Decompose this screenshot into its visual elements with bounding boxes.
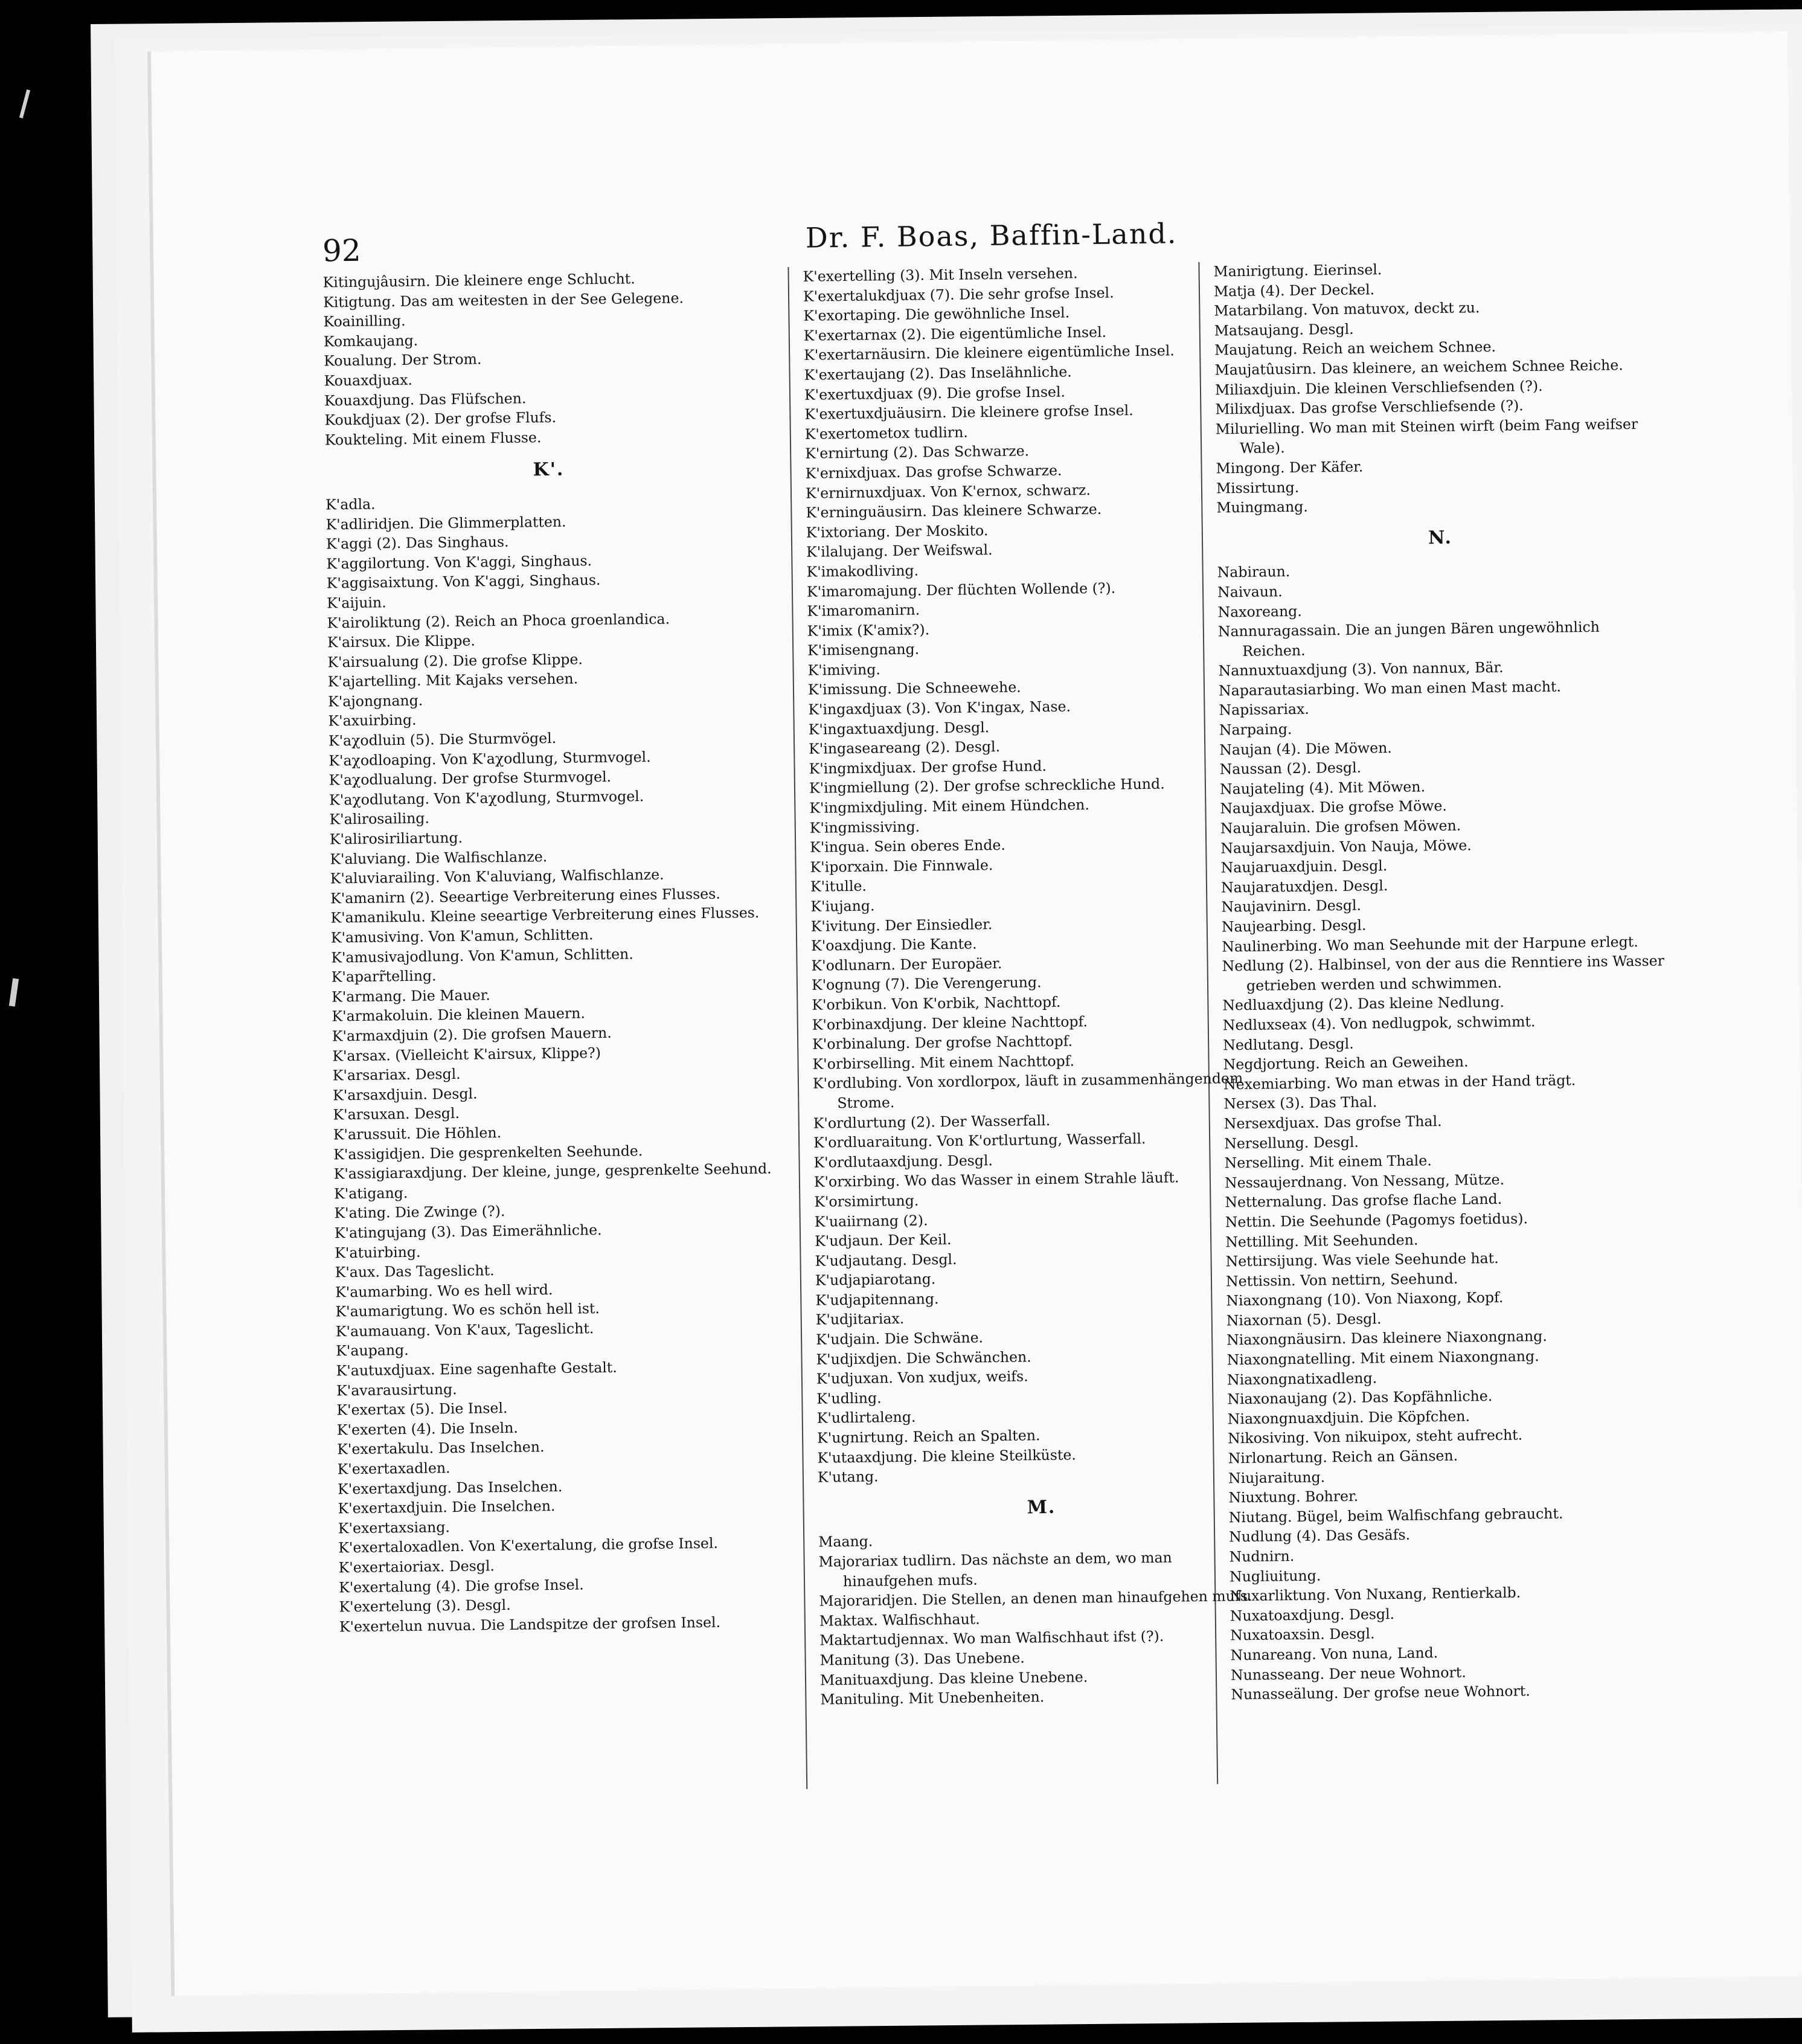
glossary-entry: K'exertax (5). Die Insel. [336,1400,508,1419]
glossary-entry: K'udling. [816,1389,882,1407]
glossary-entry: K'udjapitennang. [815,1290,939,1309]
glossary-entry: Nettissin. Von nettirn, Seehund. [1225,1270,1458,1290]
glossary-entry: K'amanirn (2). Seeartige Verbreiterung eines Flusses. [330,885,720,907]
glossary-entry: Manitung (3). Das Unebene. [819,1649,1025,1669]
glossary-entry: Matsaujang. Desgl. [1214,320,1354,339]
glossary-entry: Nedluaxdjung (2). Das kleine Nedlung. [1222,994,1505,1014]
glossary-entry: K'exertaxadlen. [337,1459,450,1478]
glossary-entry: K'exertalukdjuax (7). Die sehr grofse Insel. [803,284,1114,305]
glossary-entry: K'assigidjen. Die gesprenkelten Seehunde. [333,1142,643,1163]
glossary-entry: Naujateling (4). Mit Möwen. [1219,778,1426,798]
glossary-entry: K'udjitariax. [815,1310,905,1329]
glossary-entry: K'udjapiarotang. [815,1270,936,1289]
glossary-entry: K'exertaxdjuin. Die Inselchen. [338,1497,556,1517]
glossary-entry: K'ernixdjuax. Das grofse Schwarze. [805,461,1062,482]
glossary-entry: K'airsux. Die Klippe. [327,632,476,651]
glossary-entry: Niaxongnang (10). Von Niaxong, Kopf. [1226,1289,1504,1310]
glossary-entry: K'aχodloaping. Von K'aχodlung, Sturmvogel. [329,748,651,770]
glossary-entry: K'orbinaxdjung. Der kleine Nachttopf. [812,1012,1088,1033]
glossary-entry: K'udjain. Die Schwäne. [815,1329,984,1348]
glossary-entry: K'imakodliving. [806,562,919,580]
glossary-entry: Nunareang. Von nuna, Land. [1230,1644,1438,1664]
glossary-entry: K'aggisaixtung. Von K'aggi, Singhaus. [326,571,601,592]
glossary-entry: K'autuxdjuax. Eine sagenhafte Gestalt. [336,1358,617,1380]
glossary-entry: Nunasseang. Der neue Wohnort. [1230,1663,1466,1683]
glossary-entry: Maktax. Walfischhaut. [819,1610,980,1630]
glossary-entry: Koainilling. [323,312,406,330]
glossary-entry: Netternalung. Das grofse flache Land. [1225,1191,1502,1211]
glossary-entry: K'orsimirtung. [814,1192,919,1210]
glossary-entry: Niaxongnatelling. Mit einem Niaxongnang. [1226,1348,1539,1369]
glossary-entry: Niaxongnäusirn. Das kleinere Niaxongnang. [1226,1328,1547,1349]
glossary-entry: Nudnirn. [1229,1547,1295,1566]
glossary-entry: K'exortaping. Die gewöhnliche Insel. [803,304,1070,325]
running-head: Dr. F. Boas, Baffin-Land. [805,217,1178,254]
glossary-entry: K'ordluaraitung. Von K'ortlurtung, Wasserfall. [813,1130,1146,1151]
glossary-entry: K'imiving. [807,661,881,679]
glossary-entry: Maujatûusirn. Das kleinere, an weichem Schnee Reiche. [1214,356,1623,379]
glossary-entry: Niaxonaujang (2). Das Kopfähnliche. [1227,1387,1493,1408]
glossary-entry: Nunasseälung. Der grofse neue Wohnort. [1231,1682,1530,1703]
glossary-entry: K'atigang. [333,1184,408,1203]
glossary-entry: K'aluviang. Die Walfischlanze. [330,847,548,868]
glossary-entry: K'exertelun nuvua. Die Landspitze der grofsen Insel. [339,1613,721,1636]
glossary-entry: Kitigtung. Das am weitesten in der See Gelegene. [322,289,684,311]
glossary-entry: K'armang. Die Mauer. [331,986,490,1006]
glossary-entry: Nettirsijung. Was viele Seehunde hat. [1225,1249,1499,1270]
glossary-entry: Maujatung. Reich an weichem Schnee. [1214,338,1496,359]
glossary-entry: K'exertarnax (2). Die eigentümliche Insel. [803,323,1107,344]
glossary-entry: K'amusivajodlung. Von K'amun, Schlitten. [331,945,633,966]
glossary-entry: Manirigtung. Eierinsel. [1213,261,1382,280]
glossary-entry: Naparautasiarbing. Wo man einen Mast macht. [1218,678,1562,699]
glossary-entry: Nedluxseax (4). Von nedlugpok, schwimmt. [1222,1013,1536,1034]
glossary-entry: K'udjautang. Desgl. [815,1250,957,1270]
glossary-entry: Manituaxdjung. Das kleine Unebene. [819,1668,1088,1689]
glossary-entry: K'aumarigtung. Wo es schön hell ist. [335,1300,600,1320]
glossary-entry: K'orbirselling. Mit einem Nachttopf. [812,1052,1075,1073]
glossary-entry: Napissariax. [1219,701,1309,719]
glossary-entry: Nuxatoaxsin. Desgl. [1230,1625,1375,1644]
glossary-entry: K'ingmiellung (2). Der grofse schreckliche Hund. [809,776,1165,797]
glossary-entry: K'imaromajung. Der flüchten Wollende (?). [806,579,1116,600]
glossary-entry: Niaxongnuaxdjuin. Die Köpfchen. [1227,1407,1470,1428]
glossary-entry: K'exertuxdjuax (9). Die grofse Insel. [804,383,1066,403]
glossary-entry: K'utaaxdjung. Die kleine Steilküste. [817,1446,1076,1467]
glossary-entry: Nedlutang. Desgl. [1223,1035,1354,1053]
glossary-entry: Matarbilang. Von matuvox, deckt zu. [1214,299,1480,320]
glossary-entry: K'ingua. Sein oberes Ende. [810,837,1006,856]
document-page [151,31,1802,1996]
glossary-entry: K'ingmissiving. [809,818,920,837]
glossary-entry: K'ordlutaaxdjung. Desgl. [813,1151,993,1171]
glossary-entry: K'aumauang. Von K'aux, Tageslicht. [335,1320,594,1340]
glossary-entry: Majoraridjen. Die Stellen, an denen man hinaufgehen mufs. [819,1587,1252,1610]
glossary-entry: K'ilalujang. Der Weifswal. [806,541,993,561]
glossary-entry: Miliaxdjuin. Die kleinen Verschliefsenden (?). [1214,377,1543,399]
glossary-entry: K'aparr̃telling. [331,967,437,986]
glossary-entry: K'ognung (7). Die Verengerung. [811,974,1042,994]
glossary-entry: K'iujang. [810,897,875,915]
glossary-entry: Negdjortung. Reich an Geweihen. [1223,1053,1469,1073]
glossary-entry: K'exertalung (4). Die grofse Insel. [338,1576,584,1596]
glossary-entry: Naulinerbing. Wo man Seehunde mit der Harpune erlegt. [1222,933,1638,956]
glossary-entry: K'aumarbing. Wo es hell wird. [335,1281,553,1301]
column-3 [1213,256,1678,1705]
glossary-entry: Missirtung. [1216,478,1300,497]
section-heading: K'. [533,459,565,481]
glossary-entry: K'aijuin. [327,594,386,612]
glossary-entry: Nettilling. Mit Seehunden. [1225,1231,1419,1250]
glossary-entry: Niaxornan (5). Desgl. [1226,1310,1382,1329]
glossary-entry: K'alirosiriliartung. [329,829,463,848]
glossary-entry: K'ajartelling. Mit Kajaks versehen. [327,670,579,690]
glossary-entry: K'exertelling (3). Mit Inseln versehen. [803,265,1078,285]
glossary-entry: K'atingujang (3). Das Eimerähnliche. [334,1221,602,1242]
glossary-entry: K'adliridjen. Die Glimmerplatten. [325,513,566,533]
glossary-entry: K'airsualung (2). Die grofse Klippe. [327,651,583,671]
glossary-entry: K'arsuxan. Desgl. [333,1105,460,1123]
glossary-entry: K'imissung. Die Schneewehe. [807,678,1021,699]
glossary-entry: Nannuxtuaxdjung (3). Von nannux, Bär. [1218,658,1504,680]
glossary-entry: K'ernirtung (2). Das Schwarze. [805,442,1030,463]
glossary-entry: Naujaxdjuax. Die grofse Möwe. [1220,797,1448,817]
glossary-entry: Naujaraluin. Die grofsen Möwen. [1220,817,1461,837]
glossary-entry: Niujaraitung. [1228,1468,1326,1487]
glossary-entry: Muingmang. [1216,498,1308,516]
glossary-entry: Naujavinirn. Desgl. [1221,897,1362,916]
glossary-entry: Kouaxdjuax. [324,371,413,390]
glossary-entry: K'erninguäusirn. Das kleinere Schwarze. [806,500,1102,521]
glossary-entry: K'imisengnang. [807,640,920,660]
glossary-entry: K'exertaujang (2). Das Inselähnliche. [804,363,1072,384]
glossary-entry: K'exertuxdjuäusirn. Die kleinere grofse Insel. [804,402,1133,423]
glossary-entry: K'imix (K'amix?). [807,621,930,640]
glossary-entry: Nuxatoaxdjung. Desgl. [1230,1605,1395,1625]
glossary-entry: K'exertelung (3). Desgl. [339,1596,511,1616]
glossary-entry: K'arussuit. Die Höhlen. [333,1123,502,1143]
glossary-entry: Koualung. Der Strom. [324,350,482,370]
glossary-entry: Koukteling. Mit einem Flusse. [324,428,542,449]
glossary-entry: K'uaiirnang (2). [814,1211,928,1230]
glossary-entry: K'exertakulu. Das Inselchen. [337,1438,545,1458]
glossary-entry: Naujearbing. Desgl. [1221,916,1367,936]
glossary-entry: K'orbinalung. Der grofse Nachttopf. [812,1032,1073,1053]
glossary-entry: Nexemiarbing. Wo man etwas in der Hand trägt. [1223,1072,1576,1093]
glossary-entry: Maktartudjennax. Wo man Walfischhaut ifst (?). [819,1628,1164,1650]
glossary-entry: K'ating. Die Zwinge (?). [334,1203,505,1222]
glossary-entry: K'aux. Das Tageslicht. [335,1262,495,1281]
glossary-entry: K'utang. [817,1468,879,1486]
glossary-entry: Naussan (2). Desgl. [1219,759,1362,778]
glossary-entry: K'ingaxdjuax (3). Von K'ingax, Nase. [808,698,1071,718]
glossary-entry: K'ingmixdjuling. Mit einem Hündchen. [809,796,1090,817]
glossary-entry: K'udjaun. Der Keil. [814,1231,952,1250]
glossary-entry: Majorariax tudlirn. Das nächste an dem, wo man hinaufgehen mufs. [818,1549,1172,1590]
glossary-entry: K'exertaloxadlen. Von K'exertalung, die grofse Insel. [338,1535,719,1557]
glossary-entry: K'ordlurtung (2). Der Wasserfall. [813,1111,1051,1132]
glossary-entry: K'exertaxdjung. Das Inselchen. [337,1477,563,1498]
glossary-entry: K'exertaxsiang. [338,1518,450,1537]
glossary-entry: Niutang. Bügel, beim Walfischfang gebraucht. [1228,1505,1563,1526]
section-heading: N. [1428,527,1453,548]
glossary-entry: K'adla. [325,495,376,513]
glossary-entry: K'aluviarailing. Von K'aluviang, Walfischlanze. [330,866,664,887]
glossary-entry: Nudlung (4). Das Gesäfs. [1229,1526,1411,1546]
glossary-entry: Milixdjuax. Das grofse Verschliefsende (?). [1215,397,1524,418]
glossary-entry: K'aχodlutang. Von K'aχodlung, Sturmvogel. [329,787,644,809]
glossary-entry: K'exertometox tudlirn. [804,423,968,443]
margin-mark [9,979,19,1007]
glossary-entry: K'itulle. [810,878,867,896]
glossary-entry: K'amanikulu. Kleine seeartige Verbreiterung eines Flusses. [330,904,760,927]
glossary-entry: Nersexdjuax. Das grofse Thal. [1223,1112,1442,1133]
glossary-entry: Manituling. Mit Unebenheiten. [820,1688,1045,1708]
glossary-entry: K'aupang. [336,1342,409,1360]
glossary-entry: Koukdjuax (2). Der grofse Flufs. [324,409,557,429]
glossary-entry: Naxoreang. [1217,602,1302,620]
glossary-entry: K'odlunarn. Der Europäer. [811,954,1002,974]
glossary-entry: K'aggilortung. Von K'aggi, Singhaus. [326,551,592,573]
glossary-entry: K'ixtoriang. Der Moskito. [806,521,989,541]
glossary-entry: K'aggi (2). Das Singhaus. [325,533,509,553]
glossary-entry: K'oaxdjung. Die Kante. [811,935,977,954]
glossary-entry: K'airoliktung (2). Reich an Phoca groenlandica. [327,610,670,632]
glossary-entry: K'arsax. (Vielleicht K'airsux, Klippe?) [332,1044,601,1065]
glossary-entry: K'alirosailing. [329,809,430,828]
glossary-entry: Niuxtung. Bohrer. [1228,1487,1359,1506]
glossary-entry: K'arsaxdjuin. Desgl. [332,1085,478,1104]
glossary-entry: K'orxirbing. Wo das Wasser in einem Strahle läuft. [813,1169,1179,1191]
column-2 [803,262,1267,1710]
glossary-entry: K'avarausirtung. [336,1380,457,1400]
glossary-entry: Naujaruaxdjuin. Desgl. [1220,857,1388,876]
glossary-entry: Komkaujang. [323,332,418,350]
glossary-entry: Nabiraun. [1217,563,1291,581]
glossary-entry: K'udjixdjen. Die Schwänchen. [816,1348,1031,1368]
glossary-entry: Nuxarliktung. Von Nuxang, Rentierkalb. [1230,1584,1521,1605]
glossary-entry: K'arsariax. Desgl. [332,1065,461,1084]
glossary-entry: K'amusiving. Von K'amun, Schlitten. [330,926,594,946]
glossary-entry: Nikosiving. Von nikuipox, steht aufrecht. [1228,1426,1523,1447]
glossary-entry: Nersellung. Desgl. [1224,1133,1359,1152]
glossary-entry: Maang. [818,1532,873,1551]
glossary-entry: Naujarsaxdjuin. Von Nauja, Möwe. [1220,837,1472,857]
glossary-entry: Narpaing. [1219,721,1292,739]
glossary-entry: K'iporxain. Die Finnwale. [810,856,993,876]
glossary-entry: Kitingujâusirn. Die kleinere enge Schlucht. [322,270,635,291]
glossary-entry: K'atuirbing. [335,1243,421,1261]
glossary-entry: K'ugnirtung. Reich an Spalten. [816,1427,1040,1447]
glossary-entry: Naivaun. [1217,583,1283,601]
glossary-entry: Nannuragassain. Die an jungen Bären ungewöhnlich Reichen. [1217,618,1600,660]
glossary-entry: K'ernirnuxdjuax. Von K'ernox, schwarz. [805,481,1091,502]
glossary-entry: K'axuirbing. [328,712,417,730]
glossary-entry: Naujan (4). Die Möwen. [1219,739,1392,759]
glossary-entry: K'exertaioriax. Desgl. [338,1557,495,1576]
glossary-entry: K'exertarnäusirn. Die kleinere eigentümliche Insel. [804,342,1175,364]
glossary-entry: K'ingaxtuaxdjung. Desgl. [808,718,990,738]
glossary-entry: K'armaxdjuin (2). Die grofsen Mauern. [332,1024,612,1045]
glossary-entry: K'ordlubing. Von xordlorpox, läuft in zusammenhängendem Strome. [812,1070,1243,1112]
page-number: 92 [322,233,362,269]
glossary-entry: K'armakoluin. Die kleinen Mauern. [332,1004,586,1025]
glossary-entry: Nerselling. Mit einem Thale. [1224,1152,1432,1172]
glossary-entry: K'ingaseareang (2). Desgl. [809,738,1001,758]
glossary-entry: Nessaujerdnang. Von Nessang, Mütze. [1224,1171,1505,1192]
glossary-entry: K'aχodlualung. Der grofse Sturmvogel. [329,768,612,789]
glossary-entry: Nirlonartung. Reich an Gänsen. [1228,1447,1458,1467]
glossary-entry: Mingong. Der Käfer. [1216,458,1364,477]
glossary-entry: Nersex (3). Das Thal. [1223,1093,1377,1113]
glossary-entry: Milurielling. Wo man mit Steinen wirft (beim Fang weifser Wale). [1215,415,1638,457]
glossary-entry: Matja (4). Der Deckel. [1213,280,1375,300]
glossary-entry: K'imaromanirn. [807,601,920,620]
glossary-entry: Kouaxdjung. Das Flüfschen. [324,390,527,410]
glossary-entry: K'exerten (4). Die Inseln. [336,1419,518,1439]
glossary-entry: K'aχodluin (5). Die Sturmvögel. [328,729,557,750]
column-1 [322,268,786,1637]
glossary-entry: Naujaratuxdjen. Desgl. [1220,876,1388,896]
glossary-entry: Nedlung (2). Halbinsel, von der aus die Renntiere ins Wasser getrieben werden und schwimmen. [1222,952,1665,994]
glossary-entry: K'udjuxan. Von xudjux, weifs. [816,1367,1028,1387]
glossary-entry: K'orbikun. Von K'orbik, Nachttopf. [812,993,1061,1014]
glossary-entry: K'udlirtaleng. [816,1409,916,1427]
glossary-entry: K'assigiaraxdjung. Der kleine, junge, gesprenkelte Seehund. [333,1160,772,1183]
glossary-entry: Niaxongnatixadleng. [1226,1369,1377,1389]
section-heading: M. [1027,1496,1056,1519]
glossary-entry: Nugliuitung. [1229,1567,1321,1585]
glossary-entry: K'ajongnang. [328,692,423,710]
column-divider [787,267,807,1789]
glossary-entry: K'ingmixdjuax. Der grofse Hund. [809,757,1047,777]
glossary-entry: K'ivitung. Der Einsiedler. [810,915,993,935]
margin-mark [19,89,30,118]
glossary-entry: Nettin. Die Seehunde (Pagomys foetidus). [1225,1210,1528,1231]
